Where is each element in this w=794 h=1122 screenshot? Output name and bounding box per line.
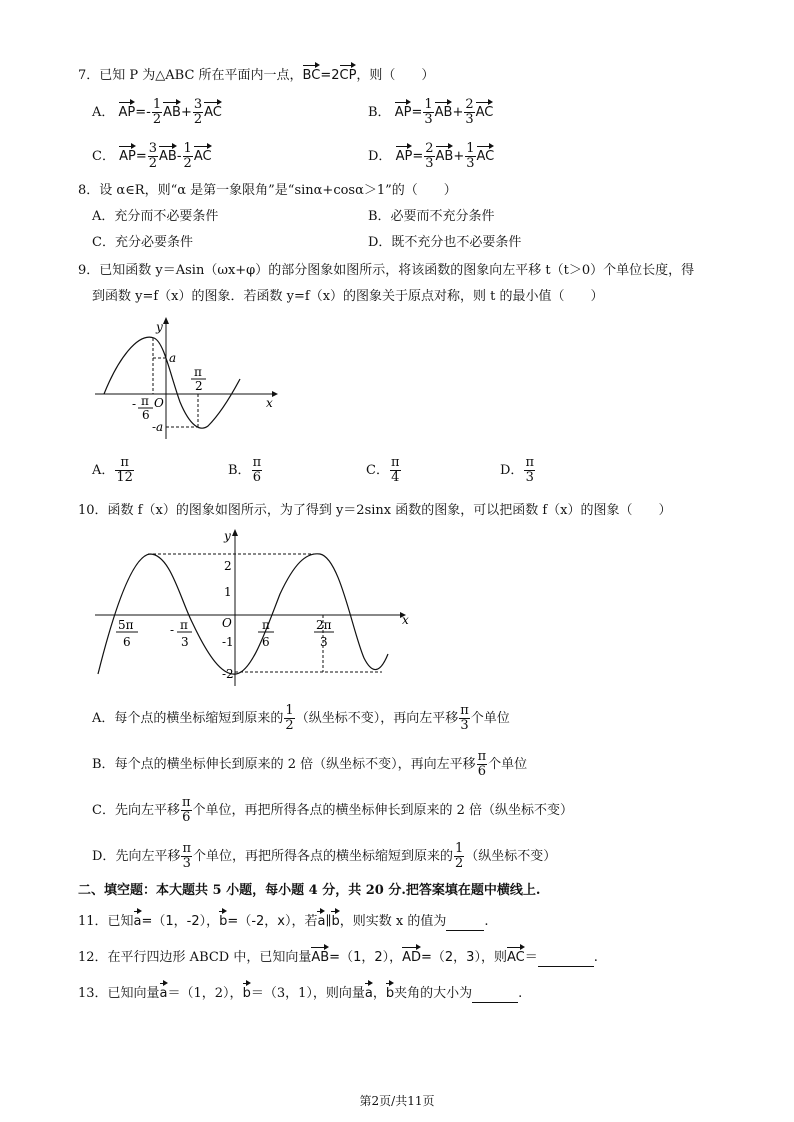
fraction: $\frac{\pi}{4}$ [390, 455, 400, 485]
q7-stem-end: ，则（ ） [356, 68, 435, 83]
fraction: $\frac{2}{3}$ [465, 97, 474, 127]
vector-ap: AP [119, 101, 136, 122]
op: + [453, 149, 465, 164]
fraction: $\frac{1}{2}$ [152, 97, 162, 127]
q10-option-b[interactable] [92, 750, 527, 779]
tick-5pi: 5π [118, 618, 134, 632]
label-minus: - [132, 397, 137, 411]
y-axis-arrow [232, 529, 238, 536]
option-letter: B． [368, 105, 391, 120]
option-letter: C． [92, 803, 115, 818]
q9-option-b[interactable] [228, 456, 263, 485]
label-pi-left: π [141, 394, 149, 408]
y-label: y [156, 320, 163, 334]
option-text: 每个点的横坐标缩短到原来的 [114, 711, 284, 726]
option-text: 个单位，再把所得各点的横坐标缩短到原来的 [193, 849, 454, 864]
x-label: x [402, 613, 409, 627]
q13-text: 13．已知向量 [78, 986, 160, 1001]
vector-b: b [331, 910, 339, 931]
parallel-symbol: ∥ [325, 914, 332, 929]
op: = [135, 149, 147, 164]
option-letter: D． [500, 463, 524, 478]
op: + [452, 105, 464, 120]
q7-option-d[interactable] [368, 142, 494, 171]
tick-minus: - [170, 623, 175, 637]
op: - [176, 149, 182, 164]
option-letter: D． [92, 849, 116, 864]
fraction: $\frac{1}{2}$ [285, 703, 294, 733]
fraction: $\frac{\pi}{3}$ [460, 703, 469, 733]
q12-text: 12．在平行四边形 ABCD 中，已知向量 [78, 950, 312, 965]
q8-option-d[interactable]: D．既不充分也不必要条件 [368, 235, 522, 250]
tick-2pi: 2π [316, 618, 332, 632]
vector-ab: AB [159, 145, 177, 166]
vector-ap: AP [395, 101, 412, 122]
q8-option-a[interactable]: A．充分而不必要条件 [92, 209, 219, 224]
q7-eq: =2 [320, 68, 340, 83]
vector-ab: AB [435, 101, 453, 122]
vector-bc: BC [303, 64, 321, 85]
tick-6-r: 6 [262, 635, 270, 649]
op: = [412, 149, 424, 164]
fraction: $\frac{2}{3}$ [425, 141, 434, 171]
x-axis-arrow [272, 391, 278, 397]
label-neg-a: -a [152, 420, 164, 434]
sine-curve [98, 554, 388, 674]
q10-option-d[interactable] [92, 842, 556, 871]
q13-text: 夹角的大小为 [394, 986, 473, 1001]
vector-b: b [219, 910, 227, 931]
vector-a: a [134, 910, 142, 931]
vector-ac: AC [476, 101, 494, 122]
fraction: $\frac{\pi}{6}$ [252, 455, 262, 485]
option-letter: A． [92, 105, 115, 120]
tick-6: 6 [123, 635, 131, 649]
q12-ab-value: =（1，2）， [329, 950, 403, 965]
page-footer: 第2页/共11页 [359, 1094, 435, 1108]
q8-option-c[interactable]: C．充分必要条件 [92, 235, 193, 250]
q11-b-value: =（-2，x），若 [227, 914, 318, 929]
vector-a: a [317, 910, 325, 931]
question-13 [78, 982, 522, 1003]
answer-blank[interactable] [446, 916, 484, 931]
q13-b-value: ＝（3，1），则向量 [250, 986, 365, 1001]
vector-ac: AC [507, 946, 525, 967]
op: =- [135, 105, 151, 120]
q13-comma: ， [372, 986, 386, 1001]
vector-b: b [243, 982, 251, 1003]
tick-neg1: -1 [222, 635, 234, 649]
q12-ad-value: =（2，3），则 [421, 950, 507, 965]
q10-sine-graph [90, 526, 420, 690]
y-axis-arrow [163, 317, 169, 324]
q9-sine-graph [90, 314, 290, 444]
vector-cp: CP [340, 64, 357, 85]
question-12 [78, 946, 598, 967]
vector-ad: AD [402, 946, 421, 967]
option-letter: D． [368, 149, 392, 164]
option-text: 个单位 [470, 711, 510, 726]
fraction: $\frac{1}{3}$ [424, 97, 433, 127]
question-11 [78, 910, 488, 931]
vector-a: a [160, 982, 168, 1003]
vector-ac: AC [477, 145, 495, 166]
op: = [411, 105, 423, 120]
option-letter: C． [366, 463, 389, 478]
label-a: a [169, 351, 177, 365]
q11-text: 11．已知 [78, 914, 134, 929]
op: + [180, 105, 192, 120]
option-letter: A． [92, 463, 115, 478]
label-6: 6 [142, 408, 150, 422]
q11-end: . [484, 914, 489, 929]
x-label: x [266, 396, 273, 410]
question-9-stem-line1: 9．已知函数 y＝Asin（ωx+φ）的部分图象如图所示，将该函数的图象向左平移 t（t＞0）个单位长度，得 [78, 263, 695, 278]
tick-pi: π [180, 618, 188, 632]
question-9-stem-line2: 到函数 y=f（x）的图象．若函数 y=f（x）的图象关于原点对称，则 t 的最小值（ ） [92, 289, 604, 304]
vector-ab: AB [311, 946, 329, 967]
section-2-heading: 二、填空题：本大题共 5 小题，每小题 4 分，共 20 分.把答案填在题中横线上. [78, 883, 541, 898]
y-label: y [224, 529, 231, 543]
origin-label: O [222, 616, 232, 630]
option-text: （纵坐标不变），再向左平移 [295, 711, 459, 726]
option-letter: A． [92, 711, 115, 726]
q9-option-a[interactable] [92, 456, 135, 485]
fraction: $\frac{1}{3}$ [466, 141, 475, 171]
fraction: $\frac{\pi}{3}$ [525, 455, 534, 485]
option-text: 每个点的横坐标伸长到原来的 2 倍（纵坐标不变），再向左平移 [114, 757, 476, 772]
option-text: 个单位，再把所得各点的横坐标伸长到原来的 2 倍（纵坐标不变） [192, 803, 574, 818]
fraction: $\frac{\pi}{12}$ [116, 455, 133, 485]
vector-b: b [386, 982, 394, 1003]
fraction: $\frac{1}{2}$ [455, 841, 464, 871]
option-letter: B． [228, 463, 251, 478]
answer-blank[interactable] [472, 988, 518, 1003]
q11-text: ，则实数 x 的值为 [339, 914, 447, 929]
label-pi-top: π [194, 365, 202, 379]
q10-option-a[interactable] [92, 704, 510, 733]
option-letter: C． [92, 149, 115, 164]
q12-end: . [593, 950, 598, 965]
option-text: 先向左平移 [114, 803, 180, 818]
q13-a-value: ＝（1，2）， [167, 986, 243, 1001]
vector-a: a [365, 982, 373, 1003]
fraction: $\frac{\pi}{6}$ [181, 795, 191, 825]
vector-ab: AB [163, 101, 181, 122]
question-8-stem: 8．设 α∈R，则“α 是第一象限角”是“sinα+cosα＞1”的（ ） [78, 183, 457, 198]
q8-option-b[interactable]: B．必要而不充分条件 [368, 209, 495, 224]
vector-ap: AP [396, 145, 413, 166]
fraction: $\frac{3}{2}$ [148, 141, 158, 171]
q10-option-c[interactable] [92, 796, 573, 825]
answer-blank[interactable] [538, 952, 594, 967]
tick-pi-r: π [262, 618, 270, 632]
option-text: 个单位 [488, 757, 528, 772]
tick-2: 2 [224, 559, 232, 573]
fraction: $\frac{3}{2}$ [193, 97, 203, 127]
q9-option-d[interactable] [500, 456, 536, 485]
vector-ac: AC [204, 101, 222, 122]
q7-option-b[interactable] [368, 98, 493, 127]
q7-option-a[interactable] [92, 98, 222, 127]
option-text: （纵坐标不变） [465, 849, 557, 864]
q13-end: . [518, 986, 523, 1001]
q11-a-value: =（1，-2）， [141, 914, 220, 929]
q12-eq: ＝ [524, 950, 538, 965]
q7-option-c[interactable] [92, 142, 212, 171]
tick-3: 3 [181, 635, 189, 649]
tick-neg2: -2 [222, 667, 234, 681]
question-7-stem [78, 64, 434, 85]
vector-ap: AP [119, 145, 136, 166]
option-text: 先向左平移 [115, 849, 181, 864]
fraction: $\frac{\pi}{3}$ [182, 841, 191, 871]
label-2: 2 [195, 379, 203, 393]
origin-label: O [154, 396, 164, 410]
q7-stem-text: 7．已知 P 为△ABC 所在平面内一点， [78, 68, 303, 83]
question-10-stem: 10．函数 f（x）的图象如图所示，为了得到 y＝2sinx 函数的图象，可以把函数 f（x）的图象（ ） [78, 503, 672, 518]
option-letter: B． [92, 757, 115, 772]
vector-ab: AB [436, 145, 454, 166]
fraction: $\frac{1}{2}$ [183, 141, 192, 171]
fraction: $\frac{\pi}{6}$ [477, 749, 487, 779]
vector-ac: AC [194, 145, 212, 166]
q9-option-c[interactable] [366, 456, 402, 485]
tick-3-r: 3 [320, 635, 328, 649]
tick-1: 1 [224, 585, 232, 599]
